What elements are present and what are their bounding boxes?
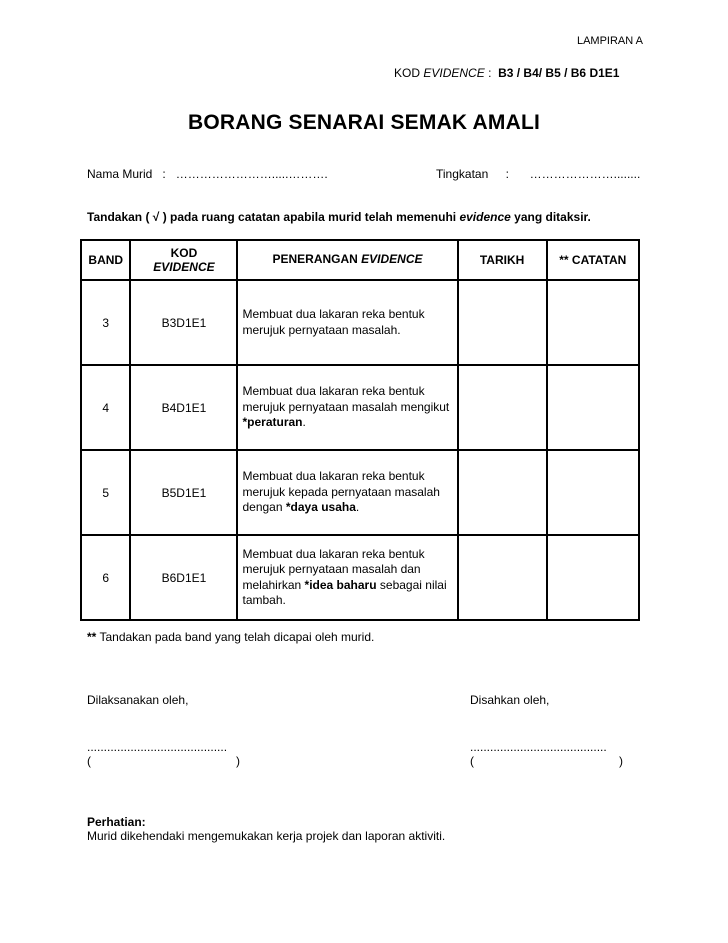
tarikh-cell[interactable] xyxy=(458,535,547,620)
disahkan-label: Disahkan oleh, xyxy=(470,693,550,707)
paren-close: ) xyxy=(236,754,240,768)
dilaksanakan-label: Dilaksanakan oleh, xyxy=(87,693,189,707)
desc-plain: Membuat dua lakaran reka bentuk merujuk pernyataan masalah dan melahirkan xyxy=(242,546,425,592)
note-text: Tandakan pada band yang telah dicapai oleh murid. xyxy=(99,630,375,644)
band-cell: 6 xyxy=(81,535,130,620)
band-note xyxy=(87,630,374,644)
nama-label: Nama Murid xyxy=(87,167,153,181)
code-cell: B6D1E1 xyxy=(130,535,237,620)
instruction-line xyxy=(87,210,591,224)
header-penerangan-italic: EVIDENCE xyxy=(361,252,423,267)
perhatian-text: Murid dikehendaki mengemukakan kerja projek dan laporan aktiviti. xyxy=(87,829,446,843)
desc-bold: *peraturan xyxy=(242,415,303,430)
header-penerangan-text: PENERANGAN xyxy=(272,252,358,267)
instruction-italic: evidence xyxy=(459,210,511,224)
desc-plain: Membuat dua lakaran reka bentuk merujuk kepada pernyataan masalah dengan xyxy=(242,469,440,515)
desc-bold: *idea baharu xyxy=(304,577,377,592)
catatan-cell[interactable] xyxy=(547,365,639,450)
desc-plain: Membuat dua lakaran reka bentuk merujuk pernyataan masalah. xyxy=(242,307,425,337)
paren-open: ( xyxy=(87,754,91,768)
desc-cell xyxy=(237,535,457,620)
desc-after: . xyxy=(302,415,306,430)
nama-dots[interactable]: …………………….....………. xyxy=(175,167,328,181)
note-stars: ** xyxy=(87,630,97,644)
tingkatan-colon: : xyxy=(505,167,509,181)
header-band: BAND xyxy=(81,240,130,280)
header-kod-line1: KOD xyxy=(170,246,198,260)
kod-evidence-line xyxy=(394,66,619,80)
tingkatan-label: Tingkatan xyxy=(436,167,489,181)
paren-close: ) xyxy=(619,754,623,768)
band-cell: 5 xyxy=(81,450,130,535)
tingkatan-field xyxy=(436,167,640,181)
desc-bold: *daya usaha xyxy=(285,500,356,515)
tarikh-cell[interactable] xyxy=(458,365,547,450)
left-name-brackets[interactable] xyxy=(87,754,240,768)
right-name-brackets[interactable] xyxy=(470,754,623,768)
instruction-prefix: Tandakan ( √ ) pada ruang catatan apabila murid telah memenuhi xyxy=(87,210,457,224)
left-signature-line[interactable]: .......................................... xyxy=(87,740,228,754)
nama-colon: : xyxy=(162,167,166,181)
catatan-cell[interactable] xyxy=(547,535,639,620)
table-row xyxy=(81,365,639,450)
catatan-cell[interactable] xyxy=(547,280,639,365)
perhatian-heading: Perhatian: xyxy=(87,815,146,829)
kod-label-italic: EVIDENCE xyxy=(423,66,485,80)
tingkatan-dots[interactable]: …………………........ xyxy=(529,167,641,181)
table-row xyxy=(81,280,639,365)
table-row xyxy=(81,535,639,620)
nama-murid-field xyxy=(87,167,328,181)
instruction-suffix: yang ditaksir. xyxy=(514,210,591,224)
header-penerangan xyxy=(237,240,457,280)
desc-cell xyxy=(237,365,457,450)
right-signature-line[interactable]: ......................................... xyxy=(470,740,607,754)
lampiran-label: LAMPIRAN A xyxy=(576,35,643,47)
tarikh-cell[interactable] xyxy=(458,280,547,365)
table-row xyxy=(81,450,639,535)
header-catatan: ** CATATAN xyxy=(547,240,639,280)
band-cell: 4 xyxy=(81,365,130,450)
header-tarikh: TARIKH xyxy=(458,240,547,280)
kod-colon: : xyxy=(488,66,492,80)
table-header-row xyxy=(81,240,639,280)
catatan-cell[interactable] xyxy=(547,450,639,535)
tarikh-cell[interactable] xyxy=(458,450,547,535)
checklist-table xyxy=(80,239,640,621)
header-kod xyxy=(130,240,237,280)
kod-value: B3 / B4/ B5 / B6 D1E1 xyxy=(498,66,620,80)
code-cell: B5D1E1 xyxy=(130,450,237,535)
header-kod-line2: EVIDENCE xyxy=(153,260,215,274)
paren-open: ( xyxy=(470,754,474,768)
code-cell: B4D1E1 xyxy=(130,365,237,450)
desc-cell xyxy=(237,450,457,535)
desc-after: sebagai nilai tambah. xyxy=(242,577,447,607)
desc-after: . xyxy=(355,500,360,515)
page-title: BORANG SENARAI SEMAK AMALI xyxy=(187,111,541,134)
desc-cell xyxy=(237,280,457,365)
band-cell: 3 xyxy=(81,280,130,365)
desc-plain: Membuat dua lakaran reka bentuk merujuk pernyataan masalah mengikut xyxy=(242,384,450,414)
kod-label: KOD xyxy=(394,66,421,80)
code-cell: B3D1E1 xyxy=(130,280,237,365)
